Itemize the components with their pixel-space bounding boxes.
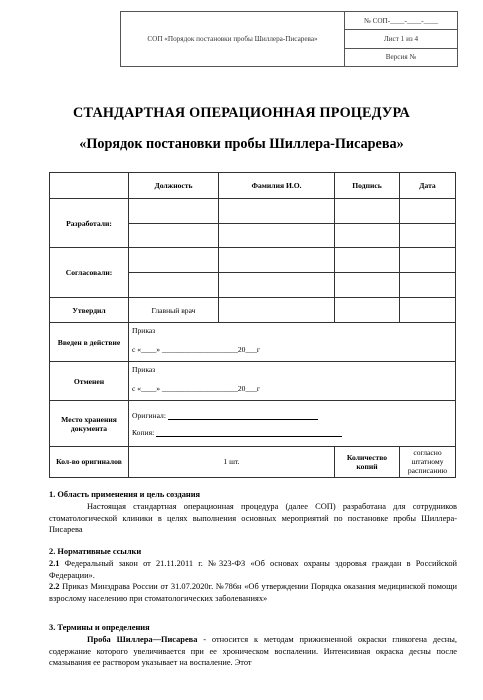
header-version: Версия № <box>385 53 417 62</box>
agreed-position-1[interactable] <box>129 248 219 273</box>
agreed-name-1[interactable] <box>219 248 335 273</box>
developed-date-1[interactable] <box>400 198 456 223</box>
approved-label: Утвердил <box>50 298 129 323</box>
col-name: Фамилия И.О. <box>219 173 335 199</box>
section-2-ref-1-num: 2.1 <box>49 558 60 568</box>
corner-cell <box>50 173 129 199</box>
developed-date-2[interactable] <box>400 223 456 248</box>
count-value: 1 шт. <box>129 446 335 477</box>
section-2-ref-2-num: 2.2 <box>49 582 60 592</box>
title-line-2: «Порядок постановки пробы Шиллера-Писарева» <box>79 136 404 152</box>
storage-label: Место хранения документа <box>50 401 129 446</box>
developed-sign-2[interactable] <box>335 223 400 248</box>
section-3-term: Проба Шиллера—Писарева <box>87 634 198 644</box>
cancelled-label: Отменен <box>50 362 129 401</box>
developed-label: Разработали: <box>50 198 129 248</box>
section-3-text <box>49 634 457 669</box>
section-1-text: Настоящая стандартная операционная процедура (далее СОП) разработана для сотрудников стоматологической клиники в целях выполнения основных мероприятий по постановке пробы Шиллера-Писарева <box>49 501 457 535</box>
copies-label: Количество копий <box>335 446 400 477</box>
storage-original-label: Оригинал: <box>132 410 166 420</box>
storage-original-line[interactable] <box>168 411 318 420</box>
section-2-ref-1-text: Федеральный закон от 21.11.2011 г. №323-ФЗ «Об основах охраны здоровья граждан в Российской Федерации». <box>49 558 457 580</box>
section-2 <box>49 546 457 605</box>
section-2-heading: 2. Нормативные ссылки <box>49 547 142 556</box>
storage-cell <box>129 401 456 446</box>
agreed-date-2[interactable] <box>400 273 456 298</box>
header-sop-number: № СОП-____-____-____ <box>345 12 457 30</box>
introduced-order: Приказ <box>132 325 156 335</box>
header-sheet: Лист 1 из 4 <box>345 30 457 48</box>
approved-sign[interactable] <box>335 298 400 323</box>
col-date: Дата <box>400 173 456 199</box>
approved-name[interactable] <box>219 298 335 323</box>
approved-date[interactable] <box>400 298 456 323</box>
section-3-definition: - относится к методам прижизненной окраски гликогена десны, содержание которого увеличивается при ее хроническом воспалении. Интенсивная окраска десны после смазывания ее раствором указывает на воспаление. Этот <box>49 634 457 668</box>
section-2-ref-2 <box>49 581 457 605</box>
agreed-label: Согласовали: <box>50 248 129 298</box>
cancelled-order: Приказ <box>132 365 156 375</box>
title-line-1: СТАНДАРТНАЯ ОПЕРАЦИОННАЯ ПРОЦЕДУРА <box>73 105 410 121</box>
col-signature: Подпись <box>335 173 400 199</box>
section-2-ref-2-text: Приказ Минздрава России от 31.07.2020г. №786н «Об утверждении Порядка оказания медицинской помощи взрослому населению при стоматологических заболеваниях» <box>49 582 457 604</box>
developed-sign-1[interactable] <box>335 198 400 223</box>
section-1 <box>49 489 457 536</box>
col-position: Должность <box>129 173 219 199</box>
agreed-sign-2[interactable] <box>335 273 400 298</box>
header-meta <box>345 12 457 66</box>
section-1-heading: 1. Область применения и цель создания <box>49 490 201 499</box>
developed-name-2[interactable] <box>219 223 335 248</box>
section-3 <box>49 622 457 669</box>
agreed-date-1[interactable] <box>400 248 456 273</box>
section-3-heading: 3. Термины и определения <box>49 623 150 632</box>
developed-position-2[interactable] <box>129 223 219 248</box>
document-header <box>120 11 458 67</box>
developed-position-1[interactable] <box>129 198 219 223</box>
approved-position: Главный врач <box>129 298 219 323</box>
introduced-label: Введен в действие <box>50 322 129 361</box>
header-doc-name: СОП «Порядок постановки пробы Шиллера-Писарева» <box>121 12 345 66</box>
agreed-name-2[interactable] <box>219 273 335 298</box>
copies-value: согласно штатному расписанию <box>400 446 456 477</box>
storage-copy-line[interactable] <box>156 428 342 437</box>
introduced-cell <box>129 322 456 361</box>
count-label: Кол-во оригиналов <box>50 446 129 477</box>
cancelled-cell <box>129 362 456 401</box>
cancelled-date-line[interactable]: с «____» ____________________20___г <box>132 384 260 394</box>
developed-name-1[interactable] <box>219 198 335 223</box>
introduced-date-line[interactable]: с «____» ____________________20___г <box>132 344 260 354</box>
approval-table <box>49 172 456 478</box>
section-2-ref-1 <box>49 558 457 582</box>
agreed-sign-1[interactable] <box>335 248 400 273</box>
storage-copy-label: Копия: <box>132 427 155 437</box>
agreed-position-2[interactable] <box>129 273 219 298</box>
